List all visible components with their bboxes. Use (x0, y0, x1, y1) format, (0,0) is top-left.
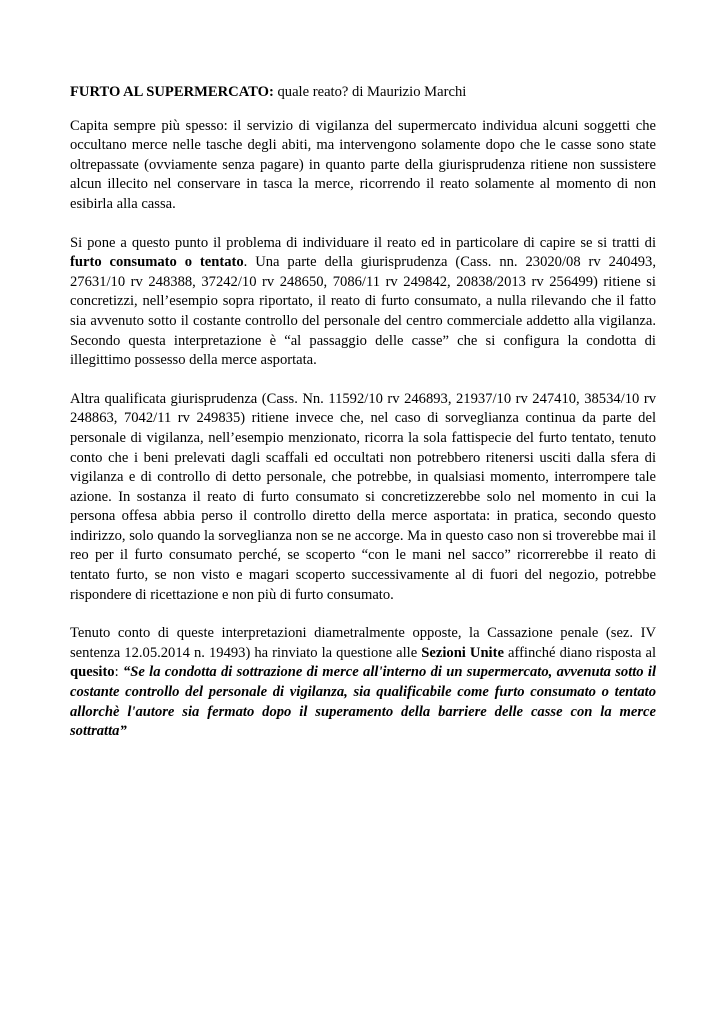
paragraph-2-text-b: . Una parte della giurisprudenza (Cass. nn. 23020/08 rv 240493, 27631/10 rv 248388, 37242/10 rv 248650, 7086/11 rv 249842, 20838/2013 rv 256499) ritiene si concretizzi, nell’esempio sopra riportato, il reato di furto consumato, a nulla rilevando che il fatto sia avvenuto sotto il costante controllo del personale del centro commerciale addetto alla vigilanza. Secondo questa interpretazione è “al passaggio delle casse” che si configura la condotta di illegittimo possesso della merce asportata. (70, 254, 656, 369)
document-title (70, 83, 656, 103)
paragraph-4-bold-sezioni: Sezioni Unite (421, 644, 504, 661)
paragraph-2-bold: furto consumato o tentato (70, 254, 244, 271)
document-body (70, 83, 656, 761)
paragraph-2-text-a: Si pone a questo punto il problema di individuare il reato ed in particolare di capire se si tratti di (70, 234, 656, 251)
title-bold: FURTO AL SUPERMERCATO: (70, 84, 274, 100)
paragraph-4-text-a: Tenuto conto di queste interpretazioni diametralmente opposte, la Cassazione penale (sez. IV sentenza 12.05.2014 n. 19493) ha rinviato la questione alle (70, 625, 656, 661)
paragraph-1: Capita sempre più spesso: il servizio di vigilanza del supermercato individua alcuni soggetti che occultano merce nelle tasche degli abiti, ma intervengono solamente dopo che le casse sono state oltrepassate (ovviamente senza pagare) in quanto parte della giurisprudenza ritiene non sussistere alcun illecito nel conservare in tasca la merce, ricorrendo il reato solamente al momento di non esibirla alla cassa. (70, 117, 656, 212)
paragraph-2 (70, 234, 656, 371)
paragraph-4-quote: “Se la condotta di sottrazione di merce all'interno di un supermercato, avvenuta sotto il costante controllo del personale di vigilanza, sia qualificabile come furto consumato o tentato allorchè l'autore sia fermato dopo il superamento della barriere delle casse con la merce sottratta” (70, 664, 657, 740)
paragraph-4-text-c: : (114, 664, 123, 681)
paragraph-4 (70, 624, 656, 742)
paragraph-4-bold-quesito: quesito (70, 664, 115, 681)
paragraph-3: Altra qualificata giurisprudenza (Cass. Nn. 11592/10 rv 246893, 21937/10 rv 247410, 38534/10 rv 248863, 7042/11 rv 249835) ritiene invece che, nel caso di sorveglianza continua da parte del personale di vigilanza, nell’esempio menzionato, ricorra la sola fattispecie del furto tentato, tenuto conto che i beni prelevati dagli scaffali ed occultati non potrebbero ritenersi usciti dalla sfera di vigilanza e di controllo di detto personale, che potrebbe, in qualsiasi momento, interrompere tale azione. In sostanza il reato di furto consumato si concretizzerebbe solo nel momento in cui la persona offesa abbia perso il controllo diretto della merce asportata: in pratica, secondo questo indirizzo, solo quando la sorveglianza non se ne accorge. Ma in questo caso non si troverebbe mai il reo per il furto consumato perché, se scoperto “con le mani nel sacco” ricorrerebbe il reato di tentato furto, se non visto e magari scoperto successivamente al di fuori del negozio, potrebbe rispondere di ricettazione e non più di furto consumato. (70, 390, 656, 603)
paragraph-4-text-b: affinché diano risposta al (503, 644, 657, 661)
title-subtitle: quale reato? di Maurizio Marchi (273, 84, 467, 100)
